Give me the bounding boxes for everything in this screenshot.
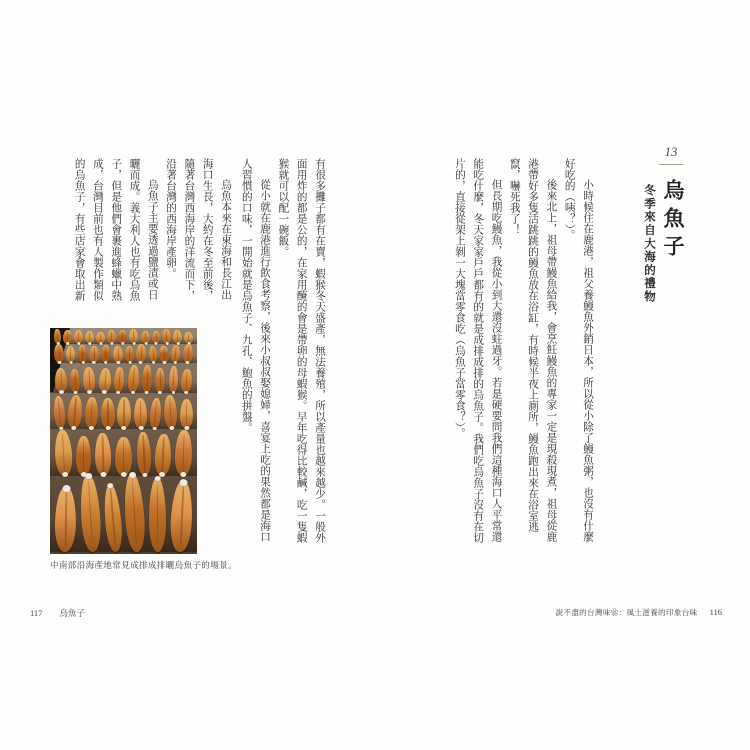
roe-tip xyxy=(139,361,143,364)
roe-tip xyxy=(88,426,93,430)
paragraph: 後來北上，祖母帶鰻魚給我，會烹飪鰻魚的專家一定是現殺現煮，祖母從鹿港帶好多隻活跳跳的鰻魚放在浴缸，有時候半夜上廁所，鰻魚跑出來在浴室逃竄，嚇死我了！ xyxy=(508,158,557,543)
roe-piece xyxy=(76,436,91,476)
roe-tip xyxy=(122,426,127,430)
page-number-left: 117 xyxy=(30,608,43,618)
paragraph: 但長期吃鰻魚，我從小到大還沒蛀過牙。若是硬要問我們這種海口人平常還能吃什麼，冬天家家戶戶都有的就是成排成排的烏魚子。我們吃烏魚子沒有在切片的，直接從架上剝一大塊當零食吃（烏魚子當零食？）。 xyxy=(453,158,502,543)
roe-tip xyxy=(152,361,155,364)
roe-tip xyxy=(142,473,147,477)
chapter-number: 13 xyxy=(664,144,678,159)
paragraph: 烏魚本來在東海和長江出海口生長，大約在冬至前後，隨著台灣西海岸的洋流而下，沿著台灣的西海岸產卵。 xyxy=(165,158,231,301)
roe-piece xyxy=(172,330,182,344)
roe-piece xyxy=(155,368,165,393)
roe-piece xyxy=(179,399,192,429)
roe-tip xyxy=(58,361,62,364)
roe-piece xyxy=(98,368,112,394)
roe-piece xyxy=(149,478,167,552)
roe-piece xyxy=(54,430,73,477)
roe-tip xyxy=(168,426,173,430)
roe-piece xyxy=(74,330,83,344)
right-page-body xyxy=(449,158,596,544)
roe-piece xyxy=(169,481,193,553)
roe-piece xyxy=(140,331,149,344)
roe-tip xyxy=(70,361,73,364)
roe-tip xyxy=(92,361,96,364)
roe-row xyxy=(50,478,197,552)
chapter-title: 烏魚子 xyxy=(661,179,685,263)
roe-row xyxy=(50,330,197,344)
book-title-running-footer: 說不盡的台灣味❀：風土滋養的印象台味 xyxy=(555,608,698,617)
roe-piece xyxy=(129,329,138,344)
roe-row xyxy=(50,432,197,476)
roe-piece xyxy=(107,330,116,344)
roe-tip xyxy=(101,472,107,477)
roe-piece xyxy=(168,366,178,393)
right-page-footer xyxy=(555,607,722,618)
roe-piece xyxy=(127,365,140,394)
roe-tip xyxy=(71,426,76,430)
roe-tip xyxy=(174,361,177,364)
roe-tip xyxy=(185,361,189,364)
roe-piece xyxy=(154,434,172,477)
roe-piece xyxy=(83,367,96,394)
roe-piece xyxy=(136,432,152,477)
roe-tip xyxy=(62,485,70,492)
roe-tip xyxy=(129,472,136,478)
roe-piece xyxy=(89,346,99,363)
roe-tip xyxy=(121,472,127,477)
roe-piece xyxy=(161,329,171,344)
roe-piece xyxy=(148,346,157,364)
roe-tip xyxy=(84,473,91,479)
roe-piece xyxy=(85,331,94,344)
roe-piece xyxy=(100,398,115,429)
roe-piece xyxy=(66,346,75,363)
roe-piece xyxy=(123,473,147,552)
roe-tip xyxy=(59,390,64,394)
roe-row xyxy=(50,345,197,363)
roe-piece xyxy=(55,487,77,552)
roe-piece xyxy=(84,397,98,429)
roe-piece xyxy=(159,346,170,364)
roe-tip xyxy=(107,483,113,488)
roe-piece xyxy=(142,365,153,393)
roe-tip xyxy=(184,391,188,394)
roe-tip xyxy=(180,472,186,477)
roe-tip xyxy=(179,479,187,486)
roe-tip xyxy=(62,472,68,477)
roe-tip xyxy=(128,361,131,364)
roe-piece xyxy=(136,344,147,364)
roe-piece xyxy=(96,332,105,344)
roe-piece xyxy=(149,398,163,430)
roe-tip xyxy=(116,361,120,364)
roe-piece xyxy=(115,437,132,476)
roe-tip xyxy=(81,361,84,364)
page-number-right: 116 xyxy=(709,607,722,617)
photo-caption: 中南部沿海產地常見成排成排曬烏魚子的場景。 xyxy=(50,560,237,570)
roe-piece xyxy=(163,395,178,430)
left-page-body-above-photo xyxy=(42,158,234,302)
roe-piece xyxy=(184,332,193,344)
roe-tip xyxy=(116,391,120,394)
roe-piece xyxy=(180,369,193,394)
roe-piece xyxy=(77,345,87,363)
roe-piece xyxy=(54,329,62,344)
roe-piece xyxy=(112,346,123,363)
footer-chapter-title: 烏魚子 xyxy=(59,608,85,618)
roe-tip xyxy=(145,391,149,394)
roe-piece xyxy=(79,474,103,552)
roe-tip xyxy=(74,391,78,394)
roe-tip xyxy=(87,390,92,394)
roe-piece xyxy=(67,395,84,430)
paragraph: 小時候住在鹿港，祖父養鰻魚外銷日本，所以從小除了鰻魚粥，也沒有什麼好吃的（咦？）。 xyxy=(563,158,593,543)
paragraph: 烏魚子主要透過鹽漬或日曬而成。義大利人也有吃烏魚子，但是他們會裹進蜂蠟中熟成，台灣目前也有人製作類似的烏魚子，有些店家會取出新 xyxy=(73,158,158,301)
roe-tip xyxy=(130,391,134,394)
paragraph: 有很多攤子都有在賣，蝦猴冬天盛產，無法養殖，所以產量也越來越少。一般外面用炸的都是公的，在家用醃的會是帶卵的母蝦猴。早年吃得比較鹹，吃一隻蝦猴就可以配一碗飯。 xyxy=(277,158,325,543)
roe-piece xyxy=(125,346,134,363)
roe-tip xyxy=(138,426,143,430)
roe-piece xyxy=(53,396,67,430)
left-page-footer xyxy=(30,607,85,619)
roe-tip xyxy=(152,427,156,430)
roe-piece xyxy=(152,331,160,344)
roe-tip xyxy=(171,391,174,394)
roe-tip xyxy=(105,426,110,430)
roe-piece xyxy=(171,345,181,364)
roe-tip xyxy=(101,390,106,394)
roe-piece xyxy=(102,484,124,552)
roe-photo xyxy=(50,328,197,554)
roe-piece xyxy=(182,344,193,364)
roe-piece xyxy=(117,397,132,429)
roe-piece xyxy=(95,433,112,476)
paragraph: 從小就在鹿港進行飲食考察，後來小叔叔娶媳婦，喜宴上吃的果然都是海口人習慣的口味，一開始就是烏魚子、九孔、鮑魚的拼盤。 xyxy=(240,158,271,543)
chapter-subtitle: 冬季來自大海的禮物 xyxy=(643,184,655,304)
roe-piece xyxy=(54,344,65,364)
roe-row xyxy=(50,366,197,393)
roe-piece xyxy=(134,398,147,429)
roe-tip xyxy=(104,361,107,364)
roe-tip xyxy=(154,476,160,481)
roe-piece xyxy=(70,369,81,393)
roe-tip xyxy=(158,391,162,394)
roe-tip xyxy=(163,361,167,364)
roe-piece xyxy=(118,330,127,344)
roe-row xyxy=(50,396,197,429)
roe-piece xyxy=(54,368,67,393)
roe-piece xyxy=(113,367,125,394)
chapter-number-rule xyxy=(659,164,683,165)
left-page-body xyxy=(236,158,328,544)
roe-piece xyxy=(174,430,192,477)
roe-piece xyxy=(63,330,73,344)
roe-piece xyxy=(101,345,111,363)
